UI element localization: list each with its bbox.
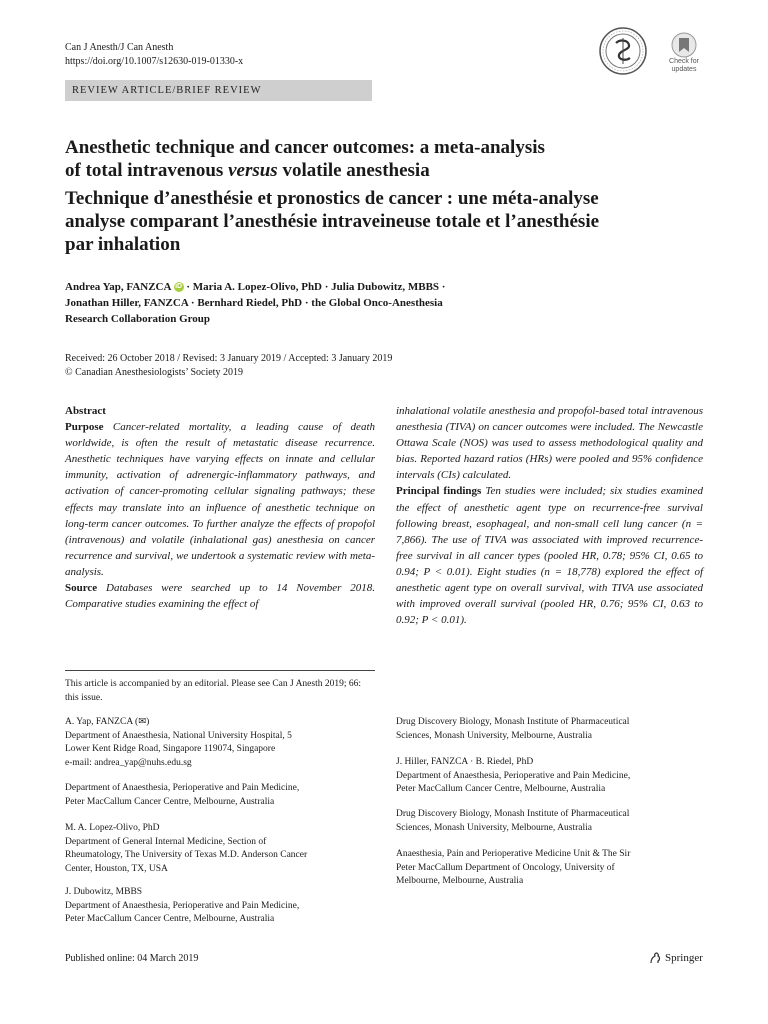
title-french: Technique d’anesthésie et pronostics de cancer : une méta-analyse analyse comparant l’anesthésie intraveineuse totale et l’anesthésie par inhalation	[65, 188, 600, 255]
author-list: Andrea Yap, FANZCA iD · Maria A. Lopez-Olivo, PhD · Julia Dubowitz, MBBS · Jonathan Hiller, FANZCA · Bernhard Riedel, PhD · the Global Onco-Anesthesia Research Collaboration Group	[65, 281, 446, 325]
orcid-icon[interactable]: iD	[175, 283, 183, 291]
source-label: Source	[65, 582, 98, 595]
affiliation-monash-2: Drug Discovery Biology, Monash Institute of Pharmaceutical Sciences, Monash University, Melbourne, Australia	[396, 809, 630, 833]
abstract-column-left	[65, 403, 375, 612]
findings-text: Ten studies were included; six studies examined the effect of anesthetic agent type on recurrence-free survival following breast, esophageal, and non-small cell lung cancer (n = 7,866). The use of TIVA was associated with improved recurrence-free survival in all cancer types (pooled HR, 0.78; 95% CI, 0.65 to 0.94; P < 0.01). Eight studies (n = 18,778) explored the effect of anesthetic agent type on overall survival, with TIVA use associated with improved overall survival (pooled HR, 0.76; 95% CI, 0.63 to 0.92; P < 0.01).	[396, 485, 704, 627]
published-date: Published online: 04 March 2019	[65, 953, 199, 964]
affiliation-monash-1: Drug Discovery Biology, Monash Institute of Pharmaceutical Sciences, Monash University, Melbourne, Australia	[396, 717, 630, 741]
source-text: Databases were searched up to 14 November 2018. Comparative studies examining the effect of	[65, 582, 376, 611]
findings-label: Principal findings	[396, 485, 482, 498]
header-logos	[598, 24, 708, 80]
affiliation-hiller-riedel: J. Hiller, FANZCA · B. Riedel, PhD Department of Anaesthesia, Perioperative and Pain Medicine, Peter MacCallum Cancer Centre, Melbourne, Australia	[396, 757, 631, 794]
affiliation-melbourne: Anaesthesia, Pain and Perioperative Medicine Unit & The Sir Peter MacCallum Department of Oncology, University of Melbourne, Melbourne, Australia	[396, 849, 631, 886]
abstract-column-right	[396, 403, 703, 628]
doi-link[interactable]: https://doi.org/10.1007/s12630-019-01330-x	[65, 56, 244, 67]
article-dates: Received: 26 October 2018 / Revised: 3 January 2019 / Accepted: 3 January 2019 © Canadian Anesthesiologists’ Society 2019	[65, 353, 393, 378]
title-english: Anesthetic technique and cancer outcomes: a meta-analysis of total intravenous versus volatile anesthesia	[65, 137, 545, 181]
author-email[interactable]: e-mail: andrea_yap@nuhs.edu.sg	[65, 757, 192, 768]
affiliation-lopez-olivo: M. A. Lopez-Olivo, PhD Department of General Internal Medicine, Section of Rheumatology, The University of Texas M.D. Anderson Cancer Center, Houston, TX, USA	[65, 823, 308, 874]
footnote-divider	[65, 670, 375, 671]
affiliation-yap: A. Yap, FANZCA (✉) Department of Anaesthesia, National University Hospital, 5 Lower Kent Ridge Road, Singapore 119074, Singapore e-mail: andrea_yap@nuhs.edu.sg	[65, 716, 292, 770]
journal-header	[65, 41, 243, 69]
abstract-heading: Abstract	[65, 405, 106, 417]
journal-name: Can J Anesth/J Can Anesth	[65, 42, 174, 53]
affiliation-dubowitz: J. Dubowitz, MBBS Department of Anaesthesia, Perioperative and Pain Medicine, Peter MacCallum Cancer Centre, Melbourne, Australia	[65, 887, 300, 924]
springer-horse-icon	[648, 951, 662, 965]
editorial-note: This article is accompanied by an editorial. Please see Can J Anesth 2019; 66: this issue.	[65, 679, 362, 703]
check-for-updates-badge[interactable]: Check for updates	[662, 32, 706, 78]
purpose-text: Cancer-related mortality, a leading cause of death worldwide, is often the result of metastatic disease recurrence. Anesthetic techniques have varying effects on innate and cellular immunity, activation of adrenergic-inflammatory pathways, and activation of cancer-promoting cellular signaling pathways; these effects may translate into an influence of anesthetic technique on long-term cancer outcomes. To further analyze the effects of propofol (intravenous) and volatile (inhalational gas) anesthesia on cancer recurrence and survival, we undertook a systematic review with meta-analysis.	[65, 421, 375, 578]
article-type-banner: REVIEW ARTICLE/BRIEF REVIEW	[65, 80, 372, 101]
affiliation-petermac-1: Department of Anaesthesia, Perioperative and Pain Medicine, Peter MacCallum Cancer Centre, Melbourne, Australia	[65, 783, 300, 807]
society-seal-icon	[598, 26, 648, 76]
source-text-continued: inhalational volatile anesthesia and propofol-based total intravenous anesthesia (TIVA) on cancer outcomes were included. The Newcastle Ottawa Scale (NOS) was used to assess methodological quality and bias. Reported hazard ratios (HRs) were pooled and 95% confidence intervals (CIs) calculated.	[396, 405, 703, 482]
bookmark-icon	[662, 32, 706, 58]
publisher-logo: Springer	[648, 951, 703, 965]
purpose-label: Purpose	[65, 421, 104, 434]
